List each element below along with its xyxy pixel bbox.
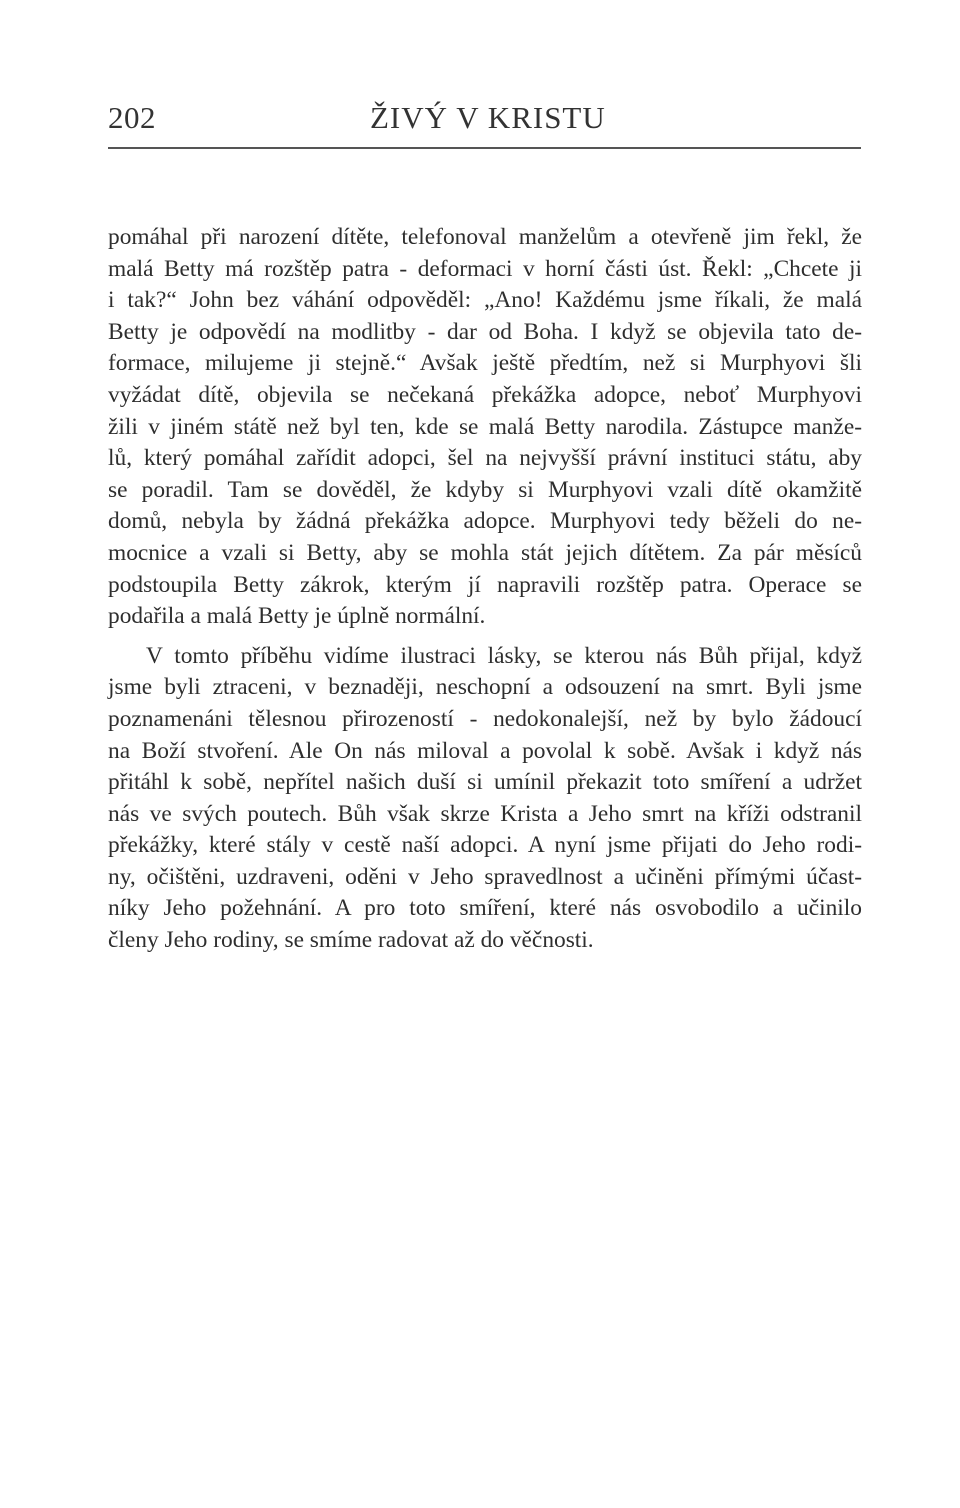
text-line: překážky, které stály v cestě naší adopci. A nyní jsme přijati do Jeho rodi- — [108, 832, 862, 859]
text-line: přitáhl k sobě, nepřítel našich duší si umínil překazit toto smíření a udržet — [108, 769, 862, 796]
text-line: pomáhal při narození dítěte, telefonoval manželům a otevřeně jim řekl, že — [108, 224, 862, 250]
text-line: formace, milujeme ji stejně.“ Avšak ještě předtím, než si Murphyovi šli — [108, 350, 862, 377]
header-rule — [108, 147, 861, 149]
text-line: domů, nebyla by žádná překážka adopce. Murphyovi tedy běželi do ne- — [108, 508, 862, 535]
text-line: Betty je odpovědí na modlitby - dar od Boha. I když se objevila tato de- — [108, 318, 862, 345]
text-line: mocnice a vzali si Betty, aby se mohla stát jejich dítětem. Za pár měsíců — [108, 539, 862, 566]
text-line: se poradil. Tam se dověděl, že kdyby si Murphyovi vzali dítě okamžitě — [108, 476, 862, 503]
text-line: členy Jeho rodiny, se smíme radovat až do věčnosti. — [108, 927, 594, 954]
text-line: V tomto příběhu vidíme ilustraci lásky, se kterou nás Bůh přijal, když — [146, 642, 862, 669]
page-number: 202 — [108, 100, 156, 135]
text-line: nás ve svých poutech. Bůh však skrze Krista a Jeho smrt na kříži odstranil — [108, 800, 862, 827]
text-line: ny, očištěni, uzdraveni, oděni v Jeho spravedlnost a učiněni přímými účast- — [108, 863, 862, 890]
text-line: malá Betty má rozštěp patra - deformaci v horní části úst. Řekl: „Chcete ji — [108, 255, 862, 282]
paragraph-1 — [108, 222, 862, 633]
text-line: podařila a malá Betty je úplně normální. — [108, 603, 486, 630]
text-line: i tak?“ John bez váhání odpověděl: „Ano! Každému jsme říkali, že malá — [108, 287, 862, 314]
text-line: lů, který pomáhal zařídit adopci, šel na nejvyšší právní instituci státu, aby — [108, 445, 862, 472]
book-title: ŽIVÝ V KRISTU — [370, 100, 606, 135]
body-text — [108, 222, 862, 957]
text-line: podstoupila Betty zákrok, kterým jí napravili rozštěp patra. Operace se — [108, 571, 862, 598]
running-head — [108, 100, 863, 150]
text-line: na Boží stvoření. Ale On nás miloval a povolal k sobě. Avšak i když nás — [108, 737, 862, 764]
text-line: níky Jeho požehnání. A pro toto smíření, které nás osvobodilo a učinilo — [108, 895, 862, 922]
text-line: vyžádat dítě, objevila se nečekaná překážka adopce, neboť Murphyovi — [108, 381, 862, 408]
text-line: poznamenáni tělesnou přirozeností - nedokonalejší, než by bylo žádoucí — [108, 705, 862, 732]
text-line: žili v jiném státě než byl ten, kde se malá Betty narodila. Zástupce manže- — [108, 413, 862, 440]
text-line: jsme byli ztraceni, v beznaději, neschopní a odsouzení na smrt. Byli jsme — [108, 674, 862, 701]
paragraph-2 — [108, 641, 862, 957]
